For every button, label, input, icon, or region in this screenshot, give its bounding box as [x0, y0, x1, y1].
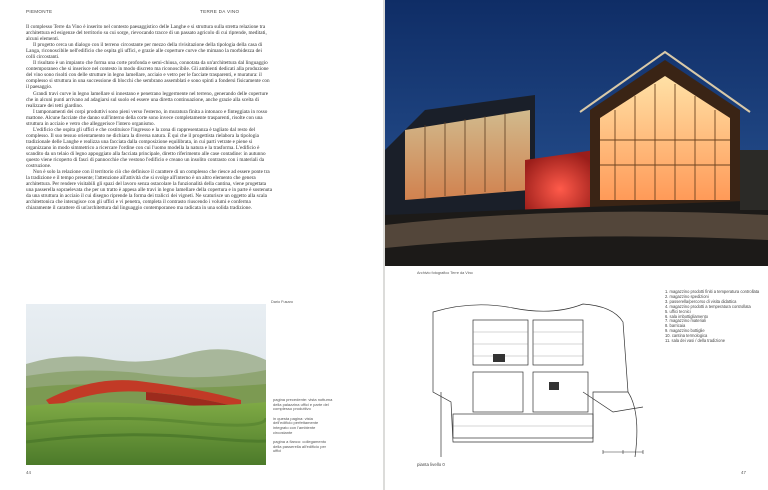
folio-left: 44 — [26, 470, 31, 475]
body-paragraph: Il progetto cerca un dialogo con il terreno circostante per mezzo della rivisitazione della tipologia della casa di Langa, riconoscibile nell'edificio che ospita gli uffici, e grazie alle coperture curve che mimano la morbidezza dei colli circostanti. — [26, 42, 263, 61]
landscape-photo — [26, 304, 266, 465]
legend-item: 3. passerella/percorso di visita didattica — [665, 298, 737, 304]
side-note: pagina precedente: vista notturna della palazzina uffici e parte del complesso produttivo — [273, 397, 333, 412]
legend-item: 8. barricaia — [665, 323, 686, 329]
left-page — [0, 0, 383, 490]
running-header-left: PIEMONTE — [26, 9, 53, 14]
legend-item: 1. magazzino prodotti finiti a temperatura controllata — [665, 289, 760, 294]
legend-item: 4. magazzino prodotti a temperatura controllata — [665, 303, 751, 309]
legend-item: 10. cantina termologica — [665, 333, 708, 339]
plan-label: pianta livello 0 — [417, 462, 445, 467]
legend-item: 11. sala dei vasi / della tradizione — [665, 338, 726, 344]
body-text — [26, 24, 272, 296]
side-note: pagina a fianco: collegamento della passerella all'edificio per uffici — [273, 439, 327, 454]
legend-item: 5. uffici tecnici — [665, 308, 691, 314]
legend-item: 7. magazzino materiali — [665, 318, 706, 324]
body-paragraph: Non è solo la relazione con il territorio ciò che definisce il carattere di un complesso che riesce ad essere ponte tra la tradizione e il tempo presente; l'attenzione all'attività che si svolge all'interno è un altro elemento che genera architettura. Per rendere visitabili gli spazi del lavoro senza ostacolare la funzionalità della cantina, viene progettata una passerella sopraelevata che per un tratto è appesa alle travi in legno lamellare della copertura e in parte è sostenuta da una struttura in acciaio il cui disegno riprende la forma dei tralicci dei vigneti. Ne scaturisce un oggetto alla scala architettonica che interagisce con gli uffici e vi penetra, completa il contrasto riuscendo i volumi e conferma chiaramente il carattere di un'architettura dal linguaggio contemporaneo ma radicata in una solida tradizione. — [26, 169, 272, 212]
photo-credit-right: Archivio fotografico Terre da Vino — [417, 271, 473, 275]
right-page — [385, 0, 768, 490]
legend-item: 2. magazzino spedizioni — [665, 293, 709, 299]
folio-right: 47 — [741, 470, 746, 475]
body-paragraph: Grandi travi curve in legno lamellare si innestano e penetrano leggermente nel terreno, generando delle coperture che in alcuni punti arrivano ad adagiarsi sul suolo ed essere una diretta continuazione, anche grazie alla scelta di realizzare dei tetti giardino. — [26, 90, 269, 109]
side-notes — [273, 398, 333, 459]
plan-legend — [665, 290, 765, 344]
running-header-center: TERRE DA VINO — [200, 9, 240, 14]
body-paragraph: Il complesso Terre da Vino è inserito nel contesto paesaggistico delle Langhe e si struttura sulla stretta relazione tra architettura ed esigenze del territorio su cui sorge, rievocando tracce di un passato agricolo di cui riprende, meditati, alcuni elementi. — [26, 24, 267, 43]
legend-item: 9. magazzino bottiglie — [665, 328, 705, 334]
floor-plan — [413, 292, 653, 462]
body-paragraph: L'edificio che ospita gli uffici e che costituisce l'ingresso e la zona di rappresentanza è tagliato dal resto del complesso. Il suo tessuo orientamento ne dichiara la diversa natura. È qui che il progettista rielabora la tipologia tradizionale delle Langhe e realizza una facciata dalla composizione equilibrata, in cui parti vetrate e piene si organizzano in modo simmetrico a ricercare l'ordine con cui l'uomo modella la natura e la trasforma. L'edificio è scandito da un telaio di legno appoggiato alla facciata principale, diretto riferimento alle case contadine: in autunno questo viene ricoperto di fasci di pannocchie che vestono l'edificio e creano un insolito contrasto con i materiali da costruzione. — [26, 126, 266, 170]
body-paragraph: I tamponamenti dei corpi produttivi sono pieni verso l'esterno, in muratura finita a intonaco e finteggiata in rosso mattone. Alcune facciate che danno sull'interno della corte sono invece completamente trasparenti, risolte con una struttura in acciaio e vetro che alleggerisce l'intero organismo. — [26, 108, 268, 127]
legend-item: 6. sala imbottigliamento — [665, 313, 709, 319]
photo-credit-left: Dario Fusaro — [271, 300, 293, 304]
night-building-photo — [385, 0, 768, 266]
side-note: in questa pagina: vista dell'edificio perfettamente integrato con l'ambiente circostante — [273, 415, 319, 435]
body-paragraph: Il risultato è un impianto che forma una corte profonda e semi-chiusa, connotata da un'architettura dal linguaggio contemporaneo che si inserisce nel contesto in modo discreto ma riconoscibile. Gli ambienti dedicati alla produzione del vino sono risolti con delle strutture in legno lamellare, acciaio e vetro per le facciate trasparenti, e muratura: il complesso si struttura in una successione di blocchi che sembrano assemblati e sono spinti a fondersi fisicamente con il paesaggio. — [26, 60, 270, 91]
